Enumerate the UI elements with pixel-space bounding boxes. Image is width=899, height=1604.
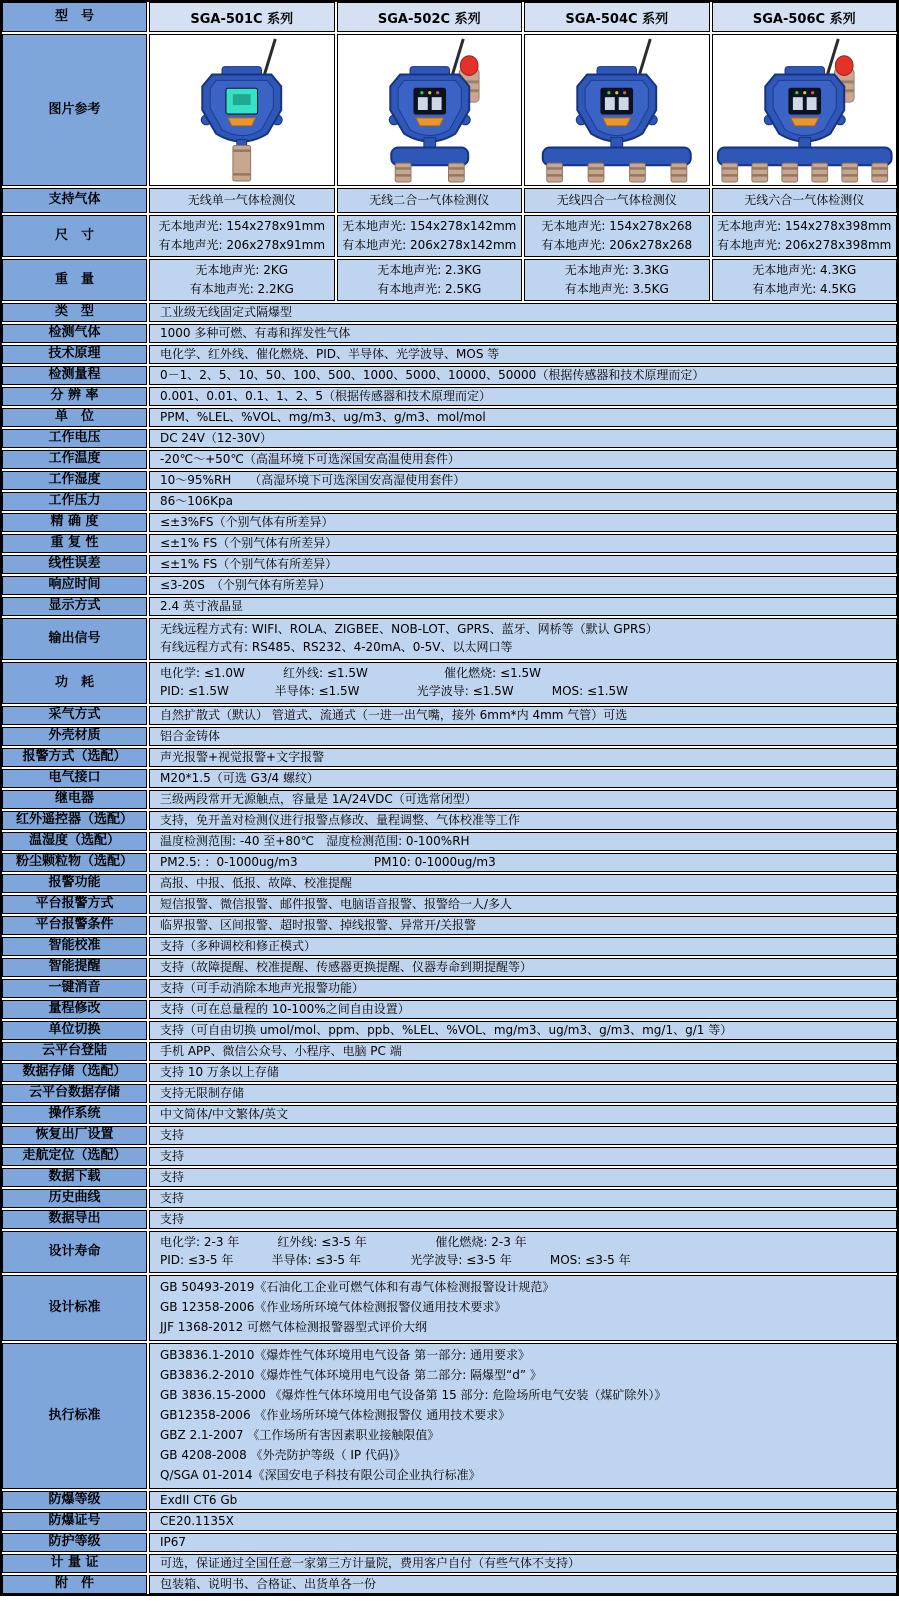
grid-value-cell: 无线四合一气体检测仪 xyxy=(524,188,710,213)
spec-row xyxy=(2,832,897,851)
row-value: 0.001、0.01、0.1、1、2、5（根据传感器和技术原理而定） xyxy=(149,387,897,406)
row-value: 86～106Kpa xyxy=(149,492,897,511)
row-value: 温度检测范围: -40 至+80℃ 湿度检测范围: 0-100%RH xyxy=(149,832,897,851)
row-label: 重 复 性 xyxy=(2,534,147,553)
value-line: GB12358-2006 《作业场所环境气体检测报警仪 通用技术要求》 xyxy=(160,1408,511,1423)
alarm-beacon-icon xyxy=(835,56,853,76)
row-value: 2.4 英寸液晶显 xyxy=(149,597,897,616)
spec-row xyxy=(2,1554,897,1573)
spec-row xyxy=(2,576,897,595)
row-value: 支持 xyxy=(149,1147,897,1166)
row-label: 报警方式（选配） xyxy=(2,748,147,767)
spec-row xyxy=(2,345,897,364)
grid-value-line: 有本地声光: 4.5KG xyxy=(752,281,857,296)
device-buttons xyxy=(603,118,631,126)
spec-row xyxy=(2,916,897,935)
row-value: ≤±3%FS（个别气体有所差异） xyxy=(149,513,897,532)
row-label: 云平台登陆 xyxy=(2,1042,147,1061)
row-value: 10～95%RH （高湿环境下可选深国安高湿使用套件） xyxy=(149,471,897,490)
row-value xyxy=(149,1343,897,1489)
row-label: 平台报警条件 xyxy=(2,916,147,935)
row-label: 温湿度（选配） xyxy=(2,832,147,851)
spec-row xyxy=(2,534,897,553)
spec-row xyxy=(2,1533,897,1552)
sga-504c-device-image xyxy=(525,36,709,184)
spec-row xyxy=(2,366,897,385)
device-buttons xyxy=(228,118,256,126)
value-line: 电化学: ≤1.0W 红外线: ≤1.5W 催化燃烧: ≤1.5W xyxy=(160,665,542,680)
row-label: 云平台数据存储 xyxy=(2,1084,147,1103)
spec-row xyxy=(2,727,897,746)
row-label: 工作压力 xyxy=(2,492,147,511)
grid-value-line: 无本地声光: 154x278x142mm xyxy=(342,219,517,234)
row-value xyxy=(149,618,897,660)
row-label: 重 量 xyxy=(2,259,147,301)
value-line: GB3836.2-2010《爆炸性气体环境用电气设备 第二部分: 隔爆型“d” 》 xyxy=(160,1368,542,1383)
sensor-cylinder xyxy=(630,163,646,182)
row-label-image: 图片参考 xyxy=(2,34,147,186)
row-label: 附 件 xyxy=(2,1575,147,1594)
row-label: 类 型 xyxy=(2,303,147,322)
sensor-cylinder xyxy=(841,163,857,182)
row-label: 线性误差 xyxy=(2,555,147,574)
spec-row xyxy=(2,1126,897,1145)
row-label: 粉尘颗粒物（选配） xyxy=(2,853,147,872)
row-value: 包装箱、说明书、合格证、出货单各一份 xyxy=(149,1575,897,1594)
spec-row xyxy=(2,1042,897,1061)
value-line: JJF 1368-2012 可燃气体检测报警器型式评价大纲 xyxy=(160,1320,428,1335)
row-label: 单 位 xyxy=(2,408,147,427)
grid-value-line: 无本地声光: 154x278x91mm xyxy=(158,219,326,234)
spec-row xyxy=(2,1575,897,1594)
row-label: 检测量程 xyxy=(2,366,147,385)
row-label: 采气方式 xyxy=(2,706,147,725)
row-value: ≤±1% FS（个别气体有所差异） xyxy=(149,534,897,553)
row-value: IP67 xyxy=(149,1533,897,1552)
row-label: 走航定位（选配） xyxy=(2,1147,147,1166)
row-label: 工作温度 xyxy=(2,450,147,469)
row-value: 支持 xyxy=(149,1168,897,1187)
spec-row xyxy=(2,874,897,893)
model-header: SGA-501C 系列 xyxy=(149,2,335,32)
value-line: GB 50493-2019《石油化工企业可燃气体和有毒气体检测报警设计规范》 xyxy=(160,1280,555,1295)
row-value: 声光报警+视觉报警+文字报警 xyxy=(149,748,897,767)
row-value: DC 24V（12-30V） xyxy=(149,429,897,448)
spec-row xyxy=(2,450,897,469)
spec-row xyxy=(2,1512,897,1531)
row-value: 0－1、2、5、10、50、100、500、1000、5000、10000、50000（根据传感器和技术原理而定） xyxy=(149,366,897,385)
row-value: 中文简体/中文繁体/英文 xyxy=(149,1105,897,1124)
row-value: 支持（可手动消除本地声光报警功能） xyxy=(149,979,897,998)
row-label: 技术原理 xyxy=(2,345,147,364)
row-value: ExdII CT6 Gb xyxy=(149,1491,897,1510)
grid-value-cell: 无线六合一气体检测仪 xyxy=(712,188,898,213)
row-value: PM2.5: ：0-1000ug/m3 PM10: 0-1000ug/m3 xyxy=(149,853,897,872)
value-line: GBZ 2.1-2007 《工作场所有害因素职业接触限值》 xyxy=(160,1428,440,1443)
spec-row xyxy=(2,555,897,574)
row-value: 支持（可在总量程的 10-100%之间自由设置） xyxy=(149,1000,897,1019)
row-label: 外壳材质 xyxy=(2,727,147,746)
row-label: 防护等级 xyxy=(2,1533,147,1552)
alarm-beacon-icon xyxy=(460,56,478,76)
spec-row xyxy=(2,1000,897,1019)
sensor-cylinder xyxy=(811,163,827,182)
manifold-bar xyxy=(717,147,891,165)
device-image-cell xyxy=(149,34,335,186)
row-label: 单位切换 xyxy=(2,1021,147,1040)
grid-value-cell xyxy=(337,259,523,301)
row-value: 支持，免开盖对检测仪进行报警点修改、量程调整、气体校准等工作 xyxy=(149,811,897,830)
sensor-cylinder xyxy=(547,163,563,182)
value-line: GB 3836.15-2000 《爆炸性气体环境用电气设备第 15 部分: 危险场所电气安装（煤矿除外）》 xyxy=(160,1388,667,1403)
grid-value-line: 无本地声光: 3.3KG xyxy=(564,263,669,278)
sensor-cylinder xyxy=(671,163,687,182)
row-label: 数据导出 xyxy=(2,1210,147,1229)
grid-value-line: 无本地声光: 154x278x268 xyxy=(541,219,693,234)
row-label: 设计寿命 xyxy=(2,1231,147,1273)
grid-value-line: 无本地声光: 2KG xyxy=(195,263,289,278)
row-value: ≤±1% FS（个别气体有所差异） xyxy=(149,555,897,574)
sensor-cylinder xyxy=(721,163,737,182)
grid-value-line: 有本地声光: 2.5KG xyxy=(377,281,482,296)
row-label: 输出信号 xyxy=(2,618,147,660)
row-value: CE20.1135X xyxy=(149,1512,897,1531)
spec-row xyxy=(2,811,897,830)
manifold-bar xyxy=(391,147,468,165)
row-value: ≤3-20S （个别气体有所差异） xyxy=(149,576,897,595)
grid-value-cell xyxy=(524,259,710,301)
header-row xyxy=(2,2,897,32)
row-label: 设计标准 xyxy=(2,1275,147,1341)
grid-row xyxy=(2,259,897,301)
row-label: 响应时间 xyxy=(2,576,147,595)
row-label: 精 确 度 xyxy=(2,513,147,532)
spec-row xyxy=(2,408,897,427)
spec-row xyxy=(2,1189,897,1208)
sensor-cylinder xyxy=(871,163,887,182)
row-value xyxy=(149,662,897,704)
spec-row xyxy=(2,387,897,406)
row-label: 数据存储（选配） xyxy=(2,1063,147,1082)
spec-row xyxy=(2,1168,897,1187)
row-value: 自然扩散式（默认） 管道式、流通式（一进一出气嘴，接外 6mm*内 4mm 气管）可选 xyxy=(149,706,897,725)
row-label: 执行标准 xyxy=(2,1343,147,1489)
row-label: 报警功能 xyxy=(2,874,147,893)
sga-501c-device-image xyxy=(150,36,334,184)
grid-value-line: 有本地声光: 206x278x398mm xyxy=(717,237,892,252)
image-row xyxy=(2,34,897,186)
grid-value-cell: 无线单一气体检测仪 xyxy=(149,188,335,213)
row-label: 数据下载 xyxy=(2,1168,147,1187)
row-value: 临界报警、区间报警、超时报警、掉线报警、异常开/关报警 xyxy=(149,916,897,935)
row-value: 支持 xyxy=(149,1126,897,1145)
spec-row xyxy=(2,1343,897,1489)
row-value: 三级两段常开无源触点，容量是 1A/24VDC（可选常闭型） xyxy=(149,790,897,809)
spec-row xyxy=(2,303,897,322)
row-value: 支持（可自由切换 umol/mol、ppm、ppb、%LEL、%VOL、mg/m3、ug/m3、g/m3、mg/1、g/1 等） xyxy=(149,1021,897,1040)
spec-row xyxy=(2,1105,897,1124)
grid-value-line: 无本地声光: 2.3KG xyxy=(377,263,482,278)
value-line: 无线远程方式有: WIFI、ROLA、ZIGBEE、NOB-LOT、GPRS、蓝牙、网桥等（默认 GPRS） xyxy=(160,621,658,636)
row-label: 功 耗 xyxy=(2,662,147,704)
device-buttons xyxy=(415,118,443,126)
value-line: 电化学: 2-3 年 红外线: ≤3-5 年 催化燃烧: 2-3 年 xyxy=(160,1234,527,1249)
spec-row xyxy=(2,853,897,872)
model-header: SGA-506C 系列 xyxy=(712,2,898,32)
device-image-cell xyxy=(712,34,898,186)
device-image-cell xyxy=(524,34,710,186)
grid-value-line: 有本地声光: 206x278x142mm xyxy=(342,237,517,252)
row-label: 尺 寸 xyxy=(2,215,147,257)
spec-row xyxy=(2,471,897,490)
spec-row xyxy=(2,662,897,704)
row-value: 支持 xyxy=(149,1189,897,1208)
value-line: GB3836.1-2010《爆炸性气体环境用电气设备 第一部分: 通用要求》 xyxy=(160,1348,531,1363)
spec-row xyxy=(2,979,897,998)
sensor-cylinder xyxy=(395,163,411,182)
row-label: 防爆证号 xyxy=(2,1512,147,1531)
grid-value-cell xyxy=(149,259,335,301)
row-value: M20*1.5（可选 G3/4 螺纹） xyxy=(149,769,897,788)
row-label: 防爆等级 xyxy=(2,1491,147,1510)
grid-value-line: 有本地声光: 2.2KG xyxy=(189,281,294,296)
grid-value-cell xyxy=(712,259,898,301)
row-value: 高报、中报、低报、故障、校准提醒 xyxy=(149,874,897,893)
manifold-bar xyxy=(543,147,691,165)
row-label: 智能校准 xyxy=(2,937,147,956)
row-value: 支持 10 万条以上存储 xyxy=(149,1063,897,1082)
value-line: GB 4208-2008 《外壳防护等级（ IP 代码)》 xyxy=(160,1448,406,1463)
row-label: 历史曲线 xyxy=(2,1189,147,1208)
row-value: 可选，保证通过全国任意一家第三方计量院，费用客户自付（有些气体不支持） xyxy=(149,1554,897,1573)
sensor-cylinder xyxy=(448,163,464,182)
grid-value-line: 有本地声光: 206x278x268 xyxy=(541,237,693,252)
sga-506c-device-image xyxy=(713,36,897,184)
row-label: 支持气体 xyxy=(2,188,147,213)
spec-row xyxy=(2,618,897,660)
row-label: 平台报警方式 xyxy=(2,895,147,914)
row-label-model: 型 号 xyxy=(2,2,147,32)
row-value: PPM、%LEL、%VOL、mg/m3、ug/m3、g/m3、mol/mol xyxy=(149,408,897,427)
grid-value-cell xyxy=(524,215,710,257)
row-label: 工作电压 xyxy=(2,429,147,448)
device-buttons xyxy=(790,118,818,126)
row-value: 电化学、红外线、催化燃烧、PID、半导体、光学波导、MOS 等 xyxy=(149,345,897,364)
grid-value-line: 有本地声光: 3.5KG xyxy=(564,281,669,296)
row-label: 一键消音 xyxy=(2,979,147,998)
row-value: 短信报警、微信报警、邮件报警、电脑语音报警、报警给一人/多人 xyxy=(149,895,897,914)
value-line: Q/SGA 01-2014《深国安电子科技有限公司企业执行标准》 xyxy=(160,1467,481,1482)
value-line: GB 12358-2006《作业场所环境气体检测报警仪通用技术要求》 xyxy=(160,1300,507,1315)
row-value: 支持 xyxy=(149,1210,897,1229)
spec-row xyxy=(2,429,897,448)
row-label: 工作湿度 xyxy=(2,471,147,490)
spec-row xyxy=(2,748,897,767)
spec-row xyxy=(2,1210,897,1229)
spec-row xyxy=(2,1231,897,1273)
sga-502c-device-image xyxy=(338,36,522,184)
spec-row xyxy=(2,706,897,725)
grid-value-cell xyxy=(149,215,335,257)
row-value: 支持（多种调校和修正模式） xyxy=(149,937,897,956)
value-line: 有线远程方式有: RS485、RS232、4-20mA、0-5V、以太网口等 xyxy=(160,640,513,655)
row-value: 工业级无线固定式隔爆型 xyxy=(149,303,897,322)
sensor-cylinder xyxy=(588,163,604,182)
spec-row xyxy=(2,769,897,788)
row-label: 智能提醒 xyxy=(2,958,147,977)
value-line: PID: ≤3-5 年 半导体: ≤3-5 年 光学波导: ≤3-5 年 MOS: ≤3-5 年 xyxy=(160,1253,631,1268)
spec-row xyxy=(2,958,897,977)
row-value: 支持（故障提醒、校准提醒、传感器更换提醒、仪器寿命到期提醒等） xyxy=(149,958,897,977)
row-value: 1000 多种可燃、有毒和挥发性气体 xyxy=(149,324,897,343)
row-label: 量程修改 xyxy=(2,1000,147,1019)
model-header: SGA-502C 系列 xyxy=(337,2,523,32)
spec-row xyxy=(2,1021,897,1040)
row-label: 红外遥控器（选配） xyxy=(2,811,147,830)
spec-row xyxy=(2,597,897,616)
row-label: 继电器 xyxy=(2,790,147,809)
row-label: 恢复出厂设置 xyxy=(2,1126,147,1145)
row-label: 电气接口 xyxy=(2,769,147,788)
grid-value-line: 无本地声光: 154x278x398mm xyxy=(717,219,892,234)
row-label: 检测气体 xyxy=(2,324,147,343)
row-value: 支持无限制存储 xyxy=(149,1084,897,1103)
grid-value-line: 有本地声光: 206x278x91mm xyxy=(158,237,326,252)
row-value: 手机 APP、微信公众号、小程序、电脑 PC 端 xyxy=(149,1042,897,1061)
grid-value-line: 无本地声光: 4.3KG xyxy=(752,263,857,278)
sensor-cylinder xyxy=(781,163,797,182)
grid-row xyxy=(2,188,897,213)
device-image-cell xyxy=(337,34,523,186)
row-label: 显示方式 xyxy=(2,597,147,616)
row-value xyxy=(149,1275,897,1341)
spec-row xyxy=(2,790,897,809)
grid-row xyxy=(2,215,897,257)
row-value xyxy=(149,1231,897,1273)
model-header: SGA-504C 系列 xyxy=(524,2,710,32)
row-label: 计 量 证 xyxy=(2,1554,147,1573)
row-label: 操作系统 xyxy=(2,1105,147,1124)
spec-row xyxy=(2,1147,897,1166)
row-label: 分 辨 率 xyxy=(2,387,147,406)
grid-value-cell xyxy=(712,215,898,257)
spec-row xyxy=(2,1491,897,1510)
row-value: -20℃～+50℃（高温环境下可选深国安高温使用套件） xyxy=(149,450,897,469)
sensor-cylinder xyxy=(751,163,767,182)
grid-value-cell xyxy=(337,215,523,257)
spec-row xyxy=(2,895,897,914)
spec-row xyxy=(2,324,897,343)
spec-row xyxy=(2,1275,897,1341)
spec-row xyxy=(2,937,897,956)
value-line: PID: ≤1.5W 半导体: ≤1.5W 光学波导: ≤1.5W MOS: ≤1.5W xyxy=(160,684,629,699)
spec-row xyxy=(2,1063,897,1082)
spec-row xyxy=(2,492,897,511)
spec-row xyxy=(2,1084,897,1103)
grid-value-cell: 无线二合一气体检测仪 xyxy=(337,188,523,213)
spec-row xyxy=(2,513,897,532)
row-value: 铝合金铸体 xyxy=(149,727,897,746)
